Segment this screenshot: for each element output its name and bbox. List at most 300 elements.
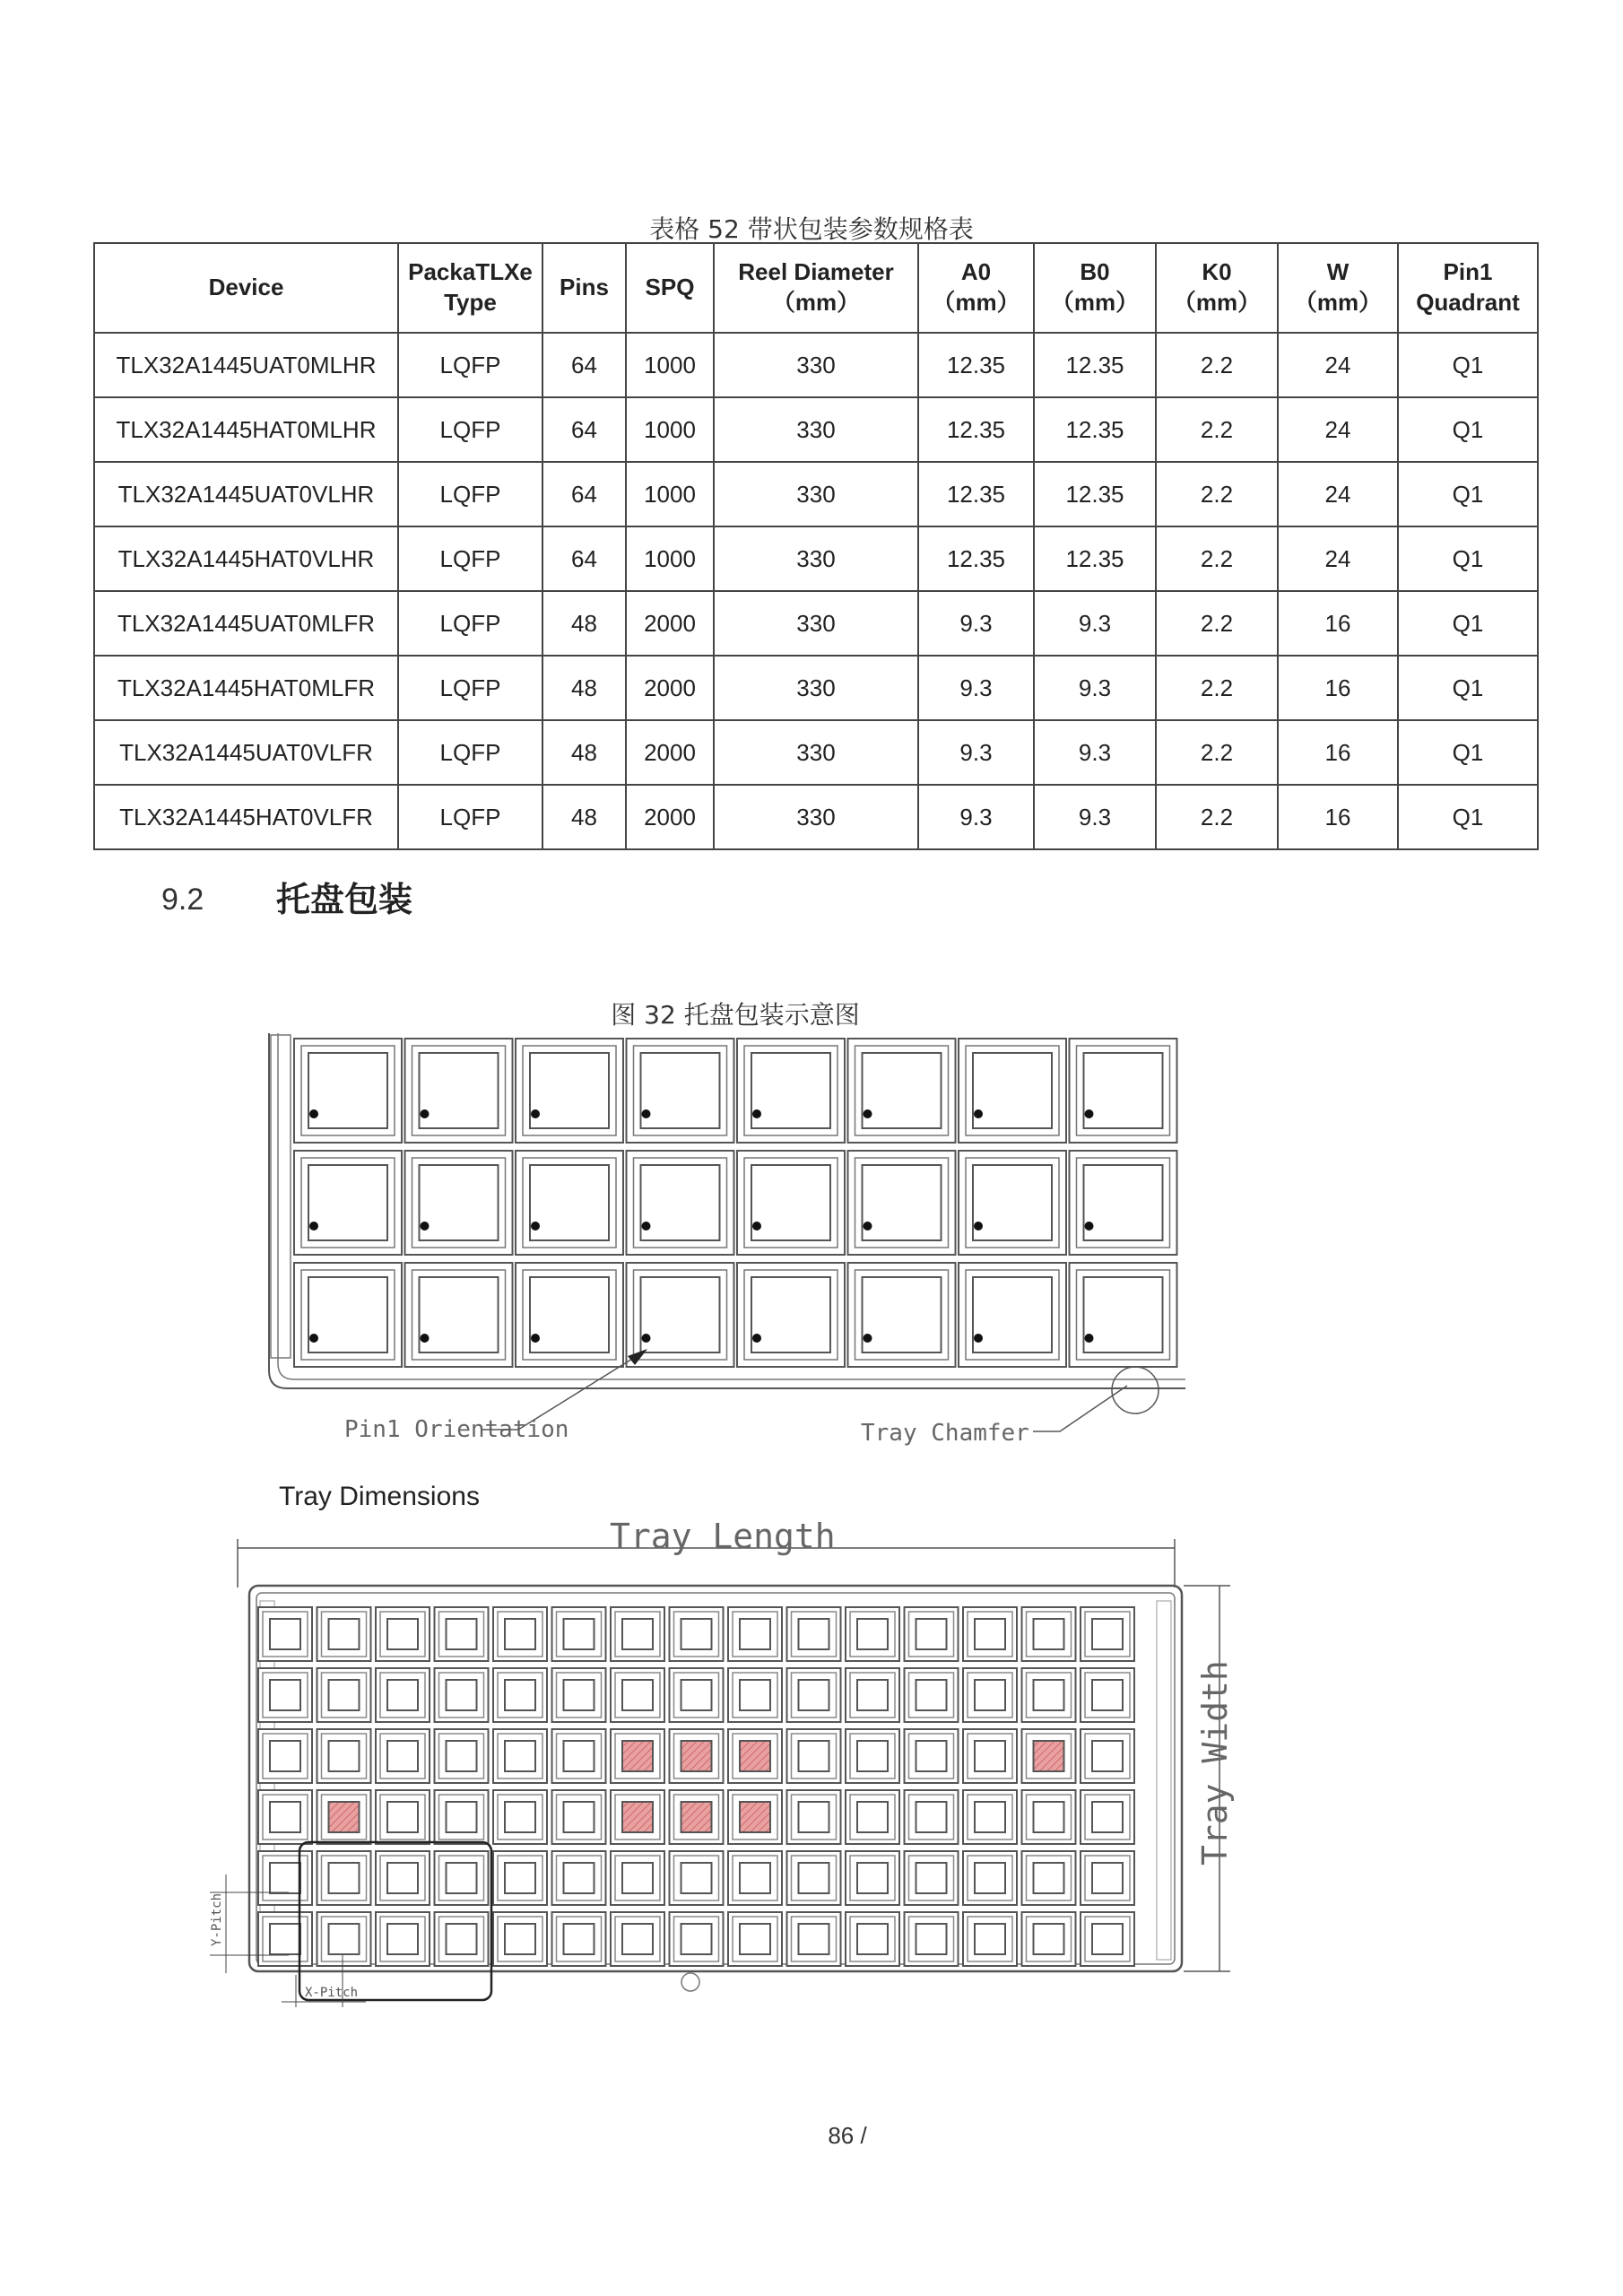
pin1-dot [421,1222,430,1231]
pocket-center [564,1680,595,1710]
pocket-center [1092,1680,1123,1710]
highlighted-pocket-center [329,1802,360,1832]
tray-pocket [905,1851,959,1905]
pocket-outer [516,1039,623,1143]
pocket-center [622,1863,653,1893]
header-reel-diameter: Reel Diameter （mm） [714,243,918,333]
tray-pocket [963,1912,1017,1966]
pin1-dot [531,1109,540,1118]
pocket-center [329,1741,360,1771]
tray-pocket [435,1607,489,1661]
pin1-dot [974,1109,983,1118]
pocket-outer [627,1039,734,1143]
cell-a0: 9.3 [918,720,1034,785]
pocket-center [799,1863,829,1893]
pin1-dot [421,1334,430,1343]
cell-package-type: LQFP [398,526,542,591]
pocket-outer [405,1151,513,1255]
table-row [94,785,1538,849]
pin1-dot [642,1109,651,1118]
pocket-center [799,1619,829,1649]
tray-pocket [846,1851,899,1905]
cell-a0: 9.3 [918,656,1034,720]
pocket-center [740,1680,770,1710]
pocket-outer [516,1151,623,1255]
tray-pocket [670,1912,724,1966]
cell-k0: 2.2 [1156,720,1278,785]
cell-w: 16 [1278,720,1398,785]
pin1-dot [1085,1222,1094,1231]
pocket-center [681,1924,712,1954]
tray-pocket [435,1851,489,1905]
header-b0: B0 （mm） [1034,243,1156,333]
pin1-orientation-label: Pin1 Orientation [344,1416,569,1443]
highlighted-pocket-center [622,1802,653,1832]
cell-b0: 12.35 [1034,397,1156,462]
pocket-center [857,1741,888,1771]
cell-w: 24 [1278,462,1398,526]
table-header-row [94,243,1538,333]
tray-pocket [611,1790,664,1844]
tray-pocket [846,1912,899,1966]
cell-device: TLX32A1445HAT0VLFR [94,785,398,849]
pocket-center [447,1741,477,1771]
cell-package-type: LQFP [398,397,542,462]
pin1-dot [864,1334,872,1343]
pin1-dot [752,1222,761,1231]
tray-pocket [611,1912,664,1966]
tray-pocket [317,1912,371,1966]
cell-device: TLX32A1445UAT0VLHR [94,462,398,526]
tray-pocket [552,1668,606,1722]
tray-pocket [1081,1851,1134,1905]
cell-k0: 2.2 [1156,656,1278,720]
cell-package-type: LQFP [398,785,542,849]
pocket-outer [737,1151,845,1255]
pocket-center [1092,1741,1123,1771]
chamfer-leader-line [1033,1386,1127,1431]
tray-pocket [294,1039,402,1143]
section-title: 托盘包装 [276,880,413,919]
tray-pocket [493,1912,547,1966]
tray-pocket [516,1151,623,1255]
cell-device: TLX32A1445UAT0VLFR [94,720,398,785]
tray-pocket [516,1039,623,1143]
pocket-center [857,1680,888,1710]
tray-pocket [846,1729,899,1783]
cell-package-type: LQFP [398,333,542,397]
pocket-center [857,1863,888,1893]
cell-a0: 12.35 [918,526,1034,591]
pocket-center [564,1924,595,1954]
table-row [94,656,1538,720]
pocket-outer [959,1263,1066,1367]
pin1-dot [531,1222,540,1231]
pocket-center [1034,1680,1064,1710]
pocket-center [270,1924,300,1954]
cell-device: TLX32A1445UAT0MLFR [94,591,398,656]
tray-width-label: Tray Width [1195,1660,1235,1866]
cell-pins: 64 [542,526,626,591]
pocket-center [387,1741,418,1771]
tray-pocket [317,1851,371,1905]
tray-orientation-drawing [262,1031,1203,1471]
pocket-center [1034,1619,1064,1649]
tray-pocket [846,1668,899,1722]
cell-w: 24 [1278,526,1398,591]
pocket-center [447,1863,477,1893]
tray-pocket [376,1851,430,1905]
chamfer-circle [1112,1367,1159,1413]
tray-pocket [317,1790,371,1844]
pocket-center [270,1619,300,1649]
cell-b0: 12.35 [1034,333,1156,397]
header-pins: Pins [542,243,626,333]
tray-pocket [1070,1151,1177,1255]
cell-spq: 2000 [626,720,714,785]
tray-pocket [552,1912,606,1966]
tray-pocket [552,1607,606,1661]
pocket-center [975,1619,1005,1649]
cell-w: 16 [1278,656,1398,720]
tray-pocket [611,1668,664,1722]
tray-pocket [1081,1790,1134,1844]
tray-pocket [1022,1668,1076,1722]
pocket-center [1092,1802,1123,1832]
tray-pocket [1070,1263,1177,1367]
tray-pocket [959,1263,1066,1367]
pocket-center [975,1863,1005,1893]
highlighted-pocket-center [1034,1741,1064,1771]
pocket-center [799,1802,829,1832]
pocket-center [857,1924,888,1954]
cell-pin1-quadrant: Q1 [1398,591,1538,656]
tray-pocket [905,1912,959,1966]
tray-pocket [959,1151,1066,1255]
cell-device: TLX32A1445UAT0MLHR [94,333,398,397]
tray-pocket [846,1790,899,1844]
pocket-center [916,1680,947,1710]
table-row [94,526,1538,591]
tray-pocket [258,1607,312,1661]
cell-reel-diameter: 330 [714,591,918,656]
header-w: W （mm） [1278,243,1398,333]
pocket-center [799,1680,829,1710]
pocket-center [564,1741,595,1771]
highlighted-pocket-center [622,1741,653,1771]
cell-reel-diameter: 330 [714,397,918,462]
tray-pocket [905,1729,959,1783]
tray-pocket [552,1790,606,1844]
tray-pocket [787,1790,841,1844]
cell-k0: 2.2 [1156,785,1278,849]
tray-pocket [493,1668,547,1722]
cell-device: TLX32A1445HAT0MLFR [94,656,398,720]
tray-pocket [435,1668,489,1722]
pocket-center [1092,1924,1123,1954]
pocket-center [270,1863,300,1893]
table-caption: 表格 52 带状包装参数规格表 [649,214,974,244]
cell-pins: 48 [542,591,626,656]
tray-pocket [258,1729,312,1783]
pocket-center [387,1680,418,1710]
pocket-center [916,1802,947,1832]
section-number: 9.2 [161,883,204,917]
cell-pins: 48 [542,785,626,849]
cell-k0: 2.2 [1156,462,1278,526]
pin1-dot [309,1334,318,1343]
header-package-type: PackaTLXe Type [398,243,542,333]
cell-w: 16 [1278,785,1398,849]
tray-pocket [552,1851,606,1905]
tray-pocket [376,1912,430,1966]
tray-pocket [670,1668,724,1722]
cell-pin1-quadrant: Q1 [1398,526,1538,591]
pocket-center [505,1619,535,1649]
cell-a0: 12.35 [918,462,1034,526]
cell-spq: 1000 [626,462,714,526]
pocket-center [622,1680,653,1710]
header-pin1-quadrant: Pin1 Quadrant [1398,243,1538,333]
pin1-dot [642,1222,651,1231]
tray-pocket [258,1668,312,1722]
cell-b0: 9.3 [1034,591,1156,656]
cell-b0: 12.35 [1034,526,1156,591]
cell-pins: 48 [542,720,626,785]
pocket-center [916,1619,947,1649]
tray-pocket [737,1151,845,1255]
tray-pocket [670,1790,724,1844]
pocket-center [329,1863,360,1893]
pocket-center [1092,1619,1123,1649]
pin1-dot [974,1334,983,1343]
pin1-dot [752,1109,761,1118]
pocket-center [505,1924,535,1954]
pocket-center [387,1863,418,1893]
tray-pocket [728,1790,782,1844]
tray-pocket [611,1729,664,1783]
header-k0: K0 （mm） [1156,243,1278,333]
table-row [94,591,1538,656]
cell-w: 24 [1278,333,1398,397]
cell-b0: 12.35 [1034,462,1156,526]
cell-package-type: LQFP [398,462,542,526]
pocket-center [740,1863,770,1893]
pocket-center [857,1802,888,1832]
pocket-outer [405,1263,513,1367]
tray-pocket [435,1729,489,1783]
pocket-center [740,1924,770,1954]
pocket-center [329,1924,360,1954]
tray-pocket [1022,1912,1076,1966]
pin1-dot [1085,1109,1094,1118]
tray-pocket [1022,1790,1076,1844]
pocket-center [447,1619,477,1649]
pocket-center [1034,1924,1064,1954]
cell-reel-diameter: 330 [714,526,918,591]
figure-caption: 图 32 托盘包装示意图 [611,1000,860,1030]
highlighted-pocket-center [681,1802,712,1832]
tray-pocket [627,1039,734,1143]
cell-pin1-quadrant: Q1 [1398,462,1538,526]
pocket-center [799,1741,829,1771]
table-row [94,333,1538,397]
pin1-dot [421,1109,430,1118]
table-row [94,720,1538,785]
pocket-center [505,1741,535,1771]
cell-a0: 9.3 [918,591,1034,656]
pocket-outer [405,1039,513,1143]
cell-pins: 64 [542,397,626,462]
tray-pocket [1081,1607,1134,1661]
pocket-outer [294,1039,402,1143]
tray-pocket [905,1668,959,1722]
cell-reel-diameter: 330 [714,720,918,785]
pin1-dot [752,1334,761,1343]
cell-reel-diameter: 330 [714,462,918,526]
tray-pocket [963,1607,1017,1661]
tray-pocket [376,1668,430,1722]
tray-dimensions-drawing [206,1516,1264,2036]
pocket-center [505,1802,535,1832]
cell-a0: 12.35 [918,333,1034,397]
pocket-outer [294,1151,402,1255]
tray-pocket [493,1729,547,1783]
tray-pocket [493,1851,547,1905]
cell-spq: 1000 [626,526,714,591]
pocket-outer [848,1263,956,1367]
tray-pocket [405,1039,513,1143]
pocket-center [270,1802,300,1832]
pocket-center [564,1802,595,1832]
table-row [94,462,1538,526]
cell-device: TLX32A1445HAT0VLHR [94,526,398,591]
tray-pocket [405,1151,513,1255]
pocket-outer [737,1039,845,1143]
pocket-outer [1070,1039,1177,1143]
cell-pin1-quadrant: Q1 [1398,720,1538,785]
tray-chamfer-label: Tray Chamfer [861,1420,1029,1447]
tray-pocket [1081,1912,1134,1966]
tray-pocket [552,1729,606,1783]
cell-spq: 2000 [626,591,714,656]
cell-package-type: LQFP [398,720,542,785]
pocket-outer [848,1039,956,1143]
pocket-center [975,1802,1005,1832]
tray-pocket [376,1607,430,1661]
cell-b0: 9.3 [1034,656,1156,720]
pocket-center [505,1863,535,1893]
cell-pin1-quadrant: Q1 [1398,785,1538,849]
tray-pocket [516,1263,623,1367]
tray-pocket [670,1851,724,1905]
pocket-center [1092,1863,1123,1893]
pocket-center [622,1619,653,1649]
tray-pocket [1081,1729,1134,1783]
tray-dimensions-heading: Tray Dimensions [279,1482,480,1511]
cell-b0: 9.3 [1034,720,1156,785]
tray-pocket [317,1668,371,1722]
pocket-center [916,1924,947,1954]
cell-b0: 9.3 [1034,785,1156,849]
tray-pocket [294,1263,402,1367]
tray-pocket [728,1851,782,1905]
pocket-center [799,1924,829,1954]
pin1-dot [309,1222,318,1231]
pocket-outer [959,1151,1066,1255]
tray-pocket [670,1607,724,1661]
tray-pocket [317,1607,371,1661]
cell-reel-diameter: 330 [714,785,918,849]
tray-pocket [1022,1607,1076,1661]
tray-pocket [737,1039,845,1143]
pocket-center [387,1802,418,1832]
cell-spq: 2000 [626,785,714,849]
tray-pocket [963,1668,1017,1722]
pocket-center [329,1619,360,1649]
cell-spq: 2000 [626,656,714,720]
pin1-dot [974,1222,983,1231]
cell-reel-diameter: 330 [714,333,918,397]
tray-pocket [728,1668,782,1722]
highlighted-pocket-center [681,1741,712,1771]
tray-pocket [493,1607,547,1661]
pocket-center [681,1619,712,1649]
cell-device: TLX32A1445HAT0MLHR [94,397,398,462]
cell-pin1-quadrant: Q1 [1398,333,1538,397]
cell-a0: 12.35 [918,397,1034,462]
pocket-center [916,1741,947,1771]
tray-pocket [787,1912,841,1966]
tray-pocket [376,1729,430,1783]
tape-reel-spec-table [93,242,1539,850]
pocket-outer [1070,1263,1177,1367]
tray-pocket [848,1151,956,1255]
tray-pocket [787,1729,841,1783]
tray-pocket [1070,1039,1177,1143]
tray-pocket [737,1263,845,1367]
tray-pocket [435,1790,489,1844]
tray-pocket [728,1729,782,1783]
pocket-center [387,1924,418,1954]
pocket-center [740,1619,770,1649]
tray-pocket [258,1851,312,1905]
cell-k0: 2.2 [1156,591,1278,656]
cell-pins: 64 [542,333,626,397]
tray-length-label: Tray Length [610,1517,836,1556]
pocket-center [270,1680,300,1710]
pocket-outer [294,1263,402,1367]
pocket-center [329,1680,360,1710]
pin1-dot [642,1334,651,1343]
tray-pocket [905,1607,959,1661]
cell-w: 24 [1278,397,1398,462]
highlighted-pocket-center [740,1741,770,1771]
pocket-outer [848,1151,956,1255]
cell-package-type: LQFP [398,656,542,720]
pocket-outer [737,1263,845,1367]
cell-pins: 64 [542,462,626,526]
pocket-center [975,1680,1005,1710]
pocket-center [564,1619,595,1649]
tray-pocket [317,1729,371,1783]
pocket-center [564,1863,595,1893]
y-pitch-label: Y-Pitch [210,1892,224,1946]
pocket-center [916,1863,947,1893]
header-spq: SPQ [626,243,714,333]
tray-pocket [959,1039,1066,1143]
cell-reel-diameter: 330 [714,656,918,720]
